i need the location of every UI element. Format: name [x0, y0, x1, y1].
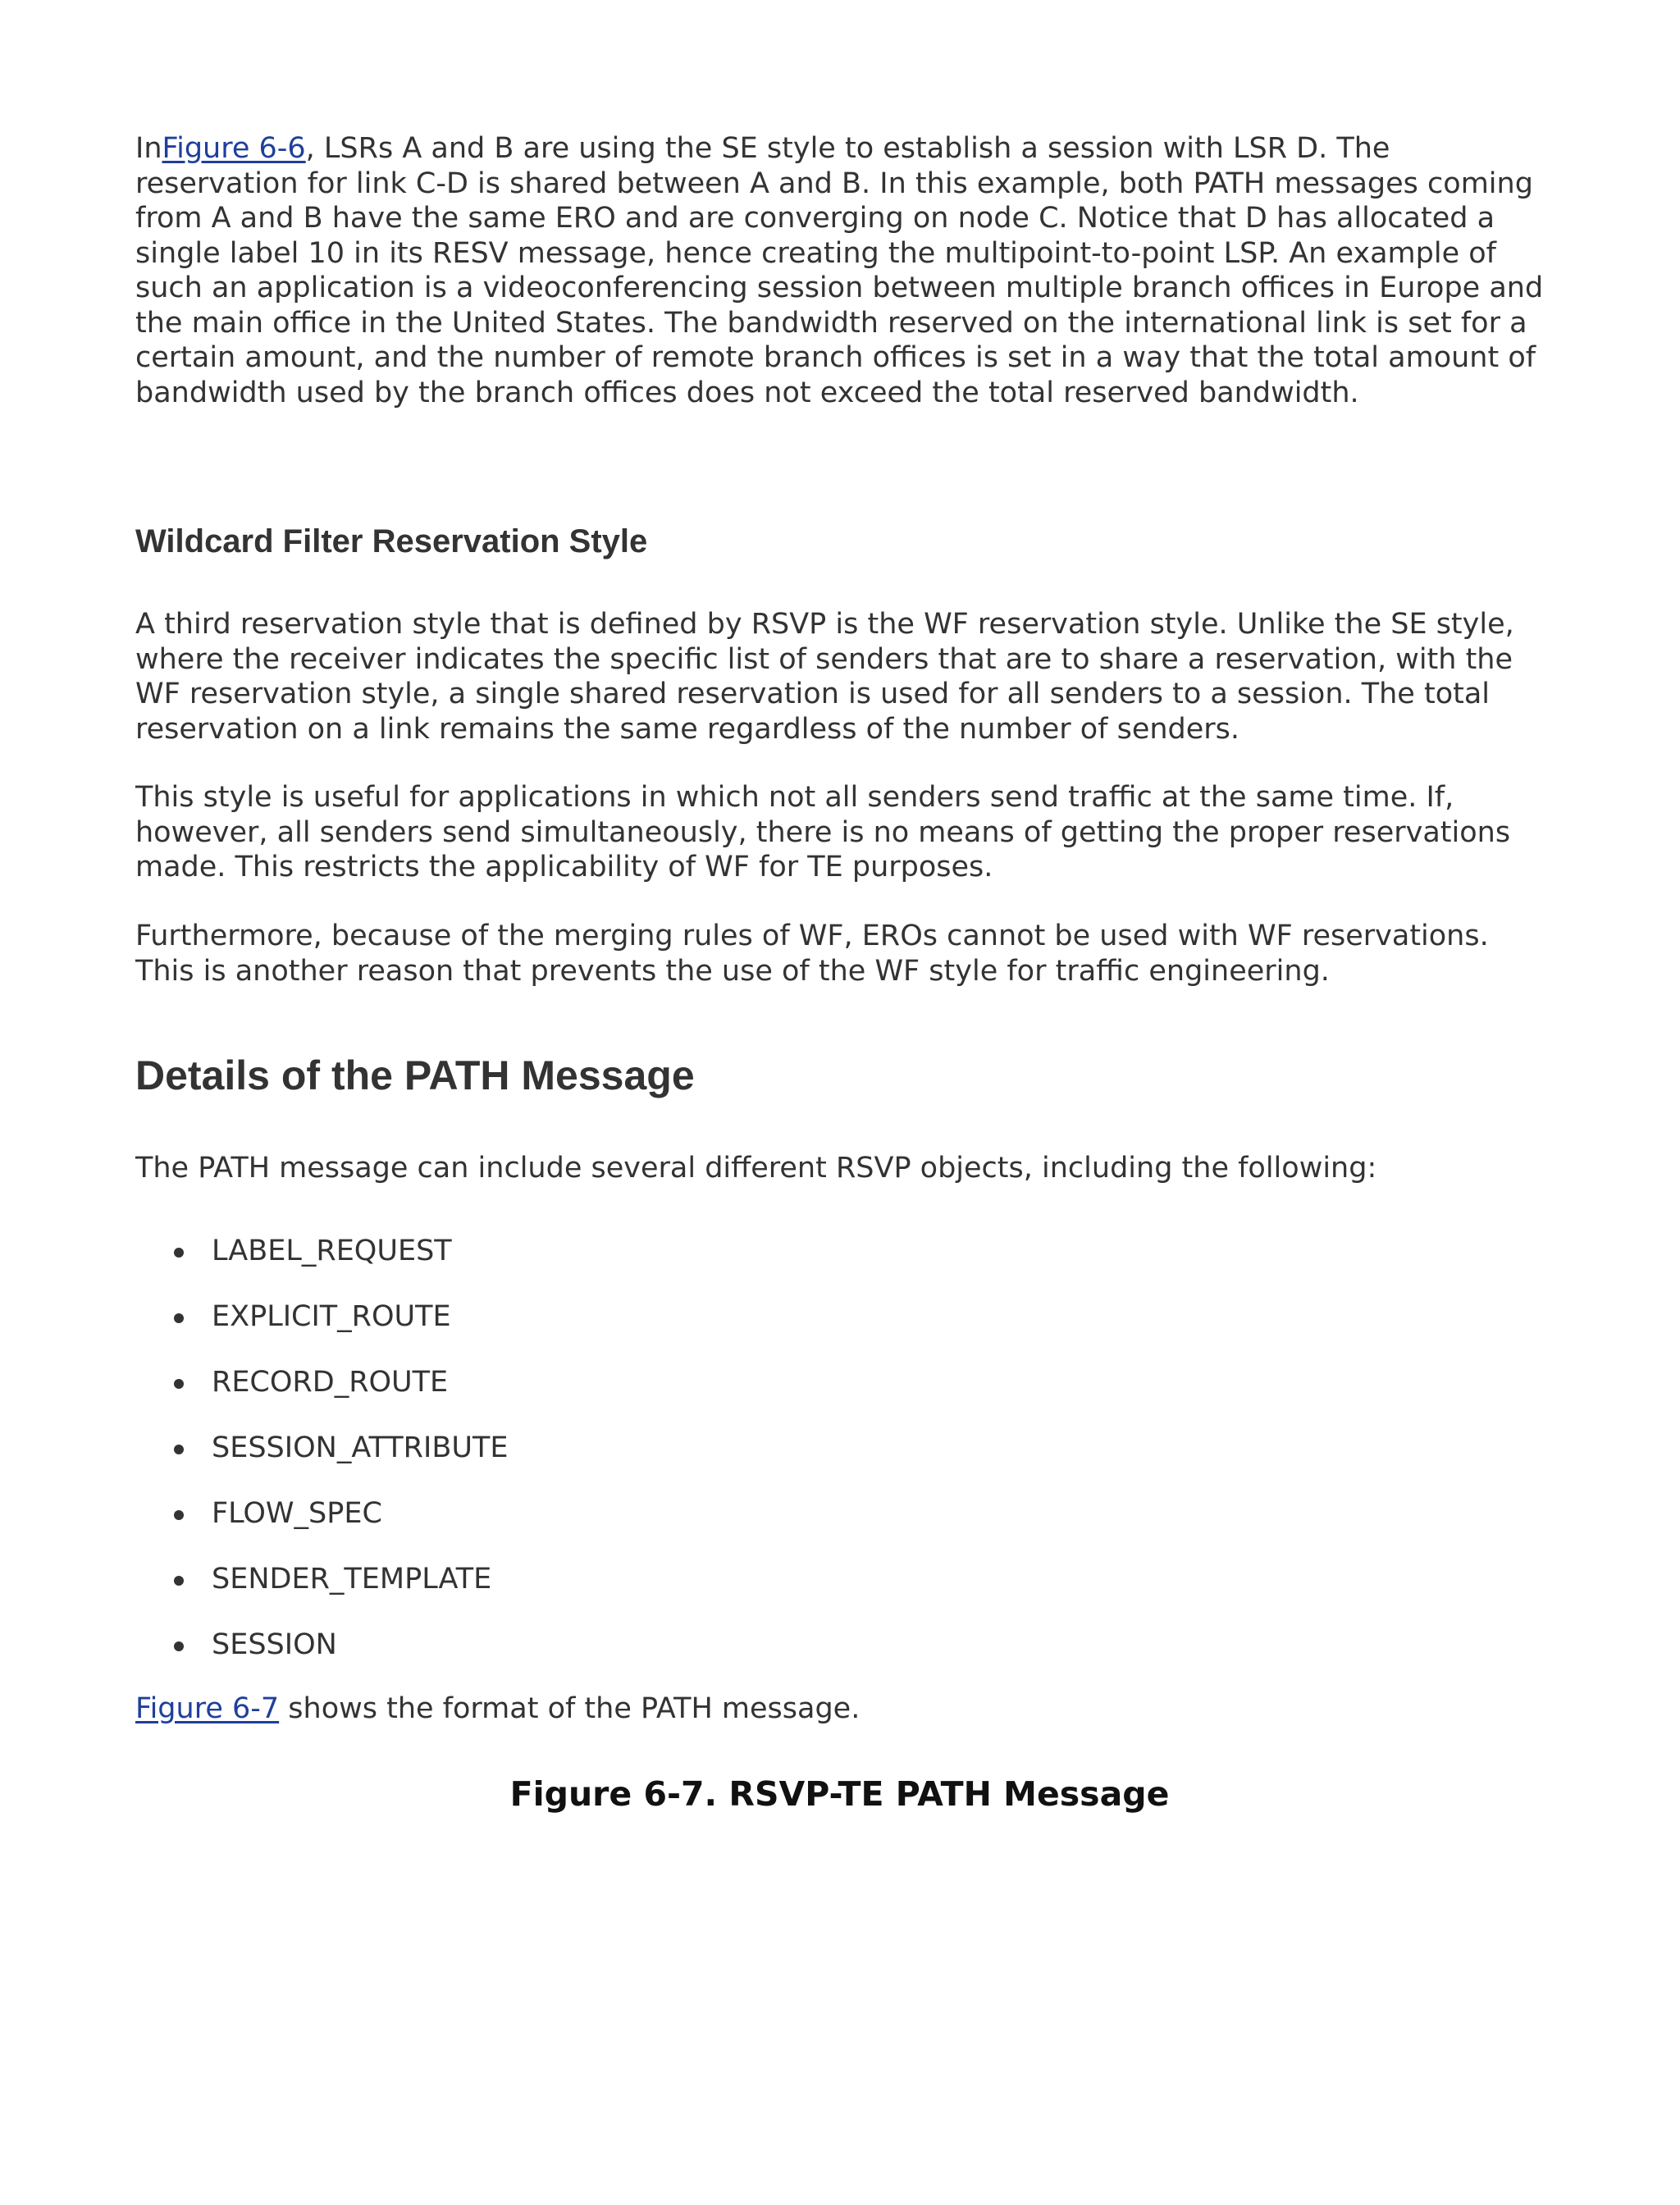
wf-paragraph-2-block: [135, 780, 1546, 885]
list-item: [135, 1431, 508, 1496]
rsvp-object-list: [135, 1234, 508, 1693]
figure-6-6-link[interactable]: Figure 6-6: [162, 132, 306, 165]
intro-text: , LSRs A and B are using the SE style to establish a session with LSR D. The reservation for link C-D is shared between A and B. In this example, both PATH messages coming from A and B have the same ERO and are converging on node C. Notice that D has allocated a single label 10 in its RESV message, hence creating the multipoint-to-point LSP. An example of such an application is a videoconferencing session between multiple branch offices in Europe and the main office in the United States. The bandwidth reserved on the international link is set for a certain amount, and the number of remote branch offices is set in a way that the total amount of bandwidth used by the branch offices does not exceed the total reserved bandwidth.: [135, 132, 1544, 409]
bullet-icon: [174, 1248, 184, 1258]
list-item: [135, 1628, 508, 1693]
path-message-heading: Details of the PATH Message: [135, 1052, 695, 1098]
wf-paragraph-3-block: [135, 919, 1546, 988]
list-item-label: SENDER_TEMPLATE: [212, 1563, 492, 1596]
list-item-label: SESSION: [212, 1628, 337, 1661]
intro-paragraph: [135, 131, 1546, 410]
list-item: [135, 1562, 508, 1628]
bullet-icon: [174, 1313, 184, 1323]
list-item-label: EXPLICIT_ROUTE: [212, 1300, 451, 1333]
list-item-label: RECORD_ROUTE: [212, 1366, 449, 1399]
bullet-icon: [174, 1510, 184, 1520]
list-item: [135, 1496, 508, 1562]
bullet-icon: [174, 1445, 184, 1454]
list-item-label: SESSION_ATTRIBUTE: [212, 1431, 509, 1464]
intro-paragraph-block: [135, 131, 1546, 410]
list-item-label: FLOW_SPEC: [212, 1497, 382, 1530]
list-item: [135, 1234, 508, 1299]
figure-ref-paragraph: [135, 1691, 1546, 1727]
list-item: [135, 1299, 508, 1365]
bullet-icon: [174, 1641, 184, 1651]
wf-paragraph-3: Furthermore, because of the merging rules of WF, EROs cannot be used with WF reservations. This is another reason that prevents the use of the WF style for traffic engineering.: [135, 920, 1489, 988]
bullet-icon: [174, 1379, 184, 1389]
figure-ref-text: shows the format of the PATH message.: [279, 1692, 861, 1725]
wf-paragraph-2: This style is useful for applications in which not all senders send traffic at the same time. If, however, all senders send simultaneously, there is no means of getting the proper reservations made. This restricts the applicability of WF for TE purposes.: [135, 781, 1511, 883]
path-intro-block: [135, 1151, 1546, 1186]
figure-ref-block: [135, 1691, 1546, 1727]
wildcard-filter-heading: Wildcard Filter Reservation Style: [135, 523, 648, 559]
intro-prefix: In: [135, 132, 162, 165]
list-item-label: LABEL_REQUEST: [212, 1235, 452, 1267]
path-intro-paragraph: The PATH message can include several different RSVP objects, including the following:: [135, 1152, 1377, 1185]
wf-paragraph-1: A third reservation style that is defined by RSVP is the WF reservation style. Unlike the SE style, where the receiver indicates the specific list of senders that are to share a reservation, with the WF reservation style, a single shared reservation is used for all senders to a session. The total reservation on a link remains the same regardless of the number of senders.: [135, 608, 1514, 746]
wf-paragraph-1-block: [135, 607, 1546, 746]
list-item: [135, 1365, 508, 1431]
bullet-icon: [174, 1576, 184, 1586]
figure-6-7-link[interactable]: Figure 6-7: [135, 1692, 280, 1725]
figure-caption: Figure 6-7. RSVP-TE PATH Message: [509, 1774, 1170, 1814]
